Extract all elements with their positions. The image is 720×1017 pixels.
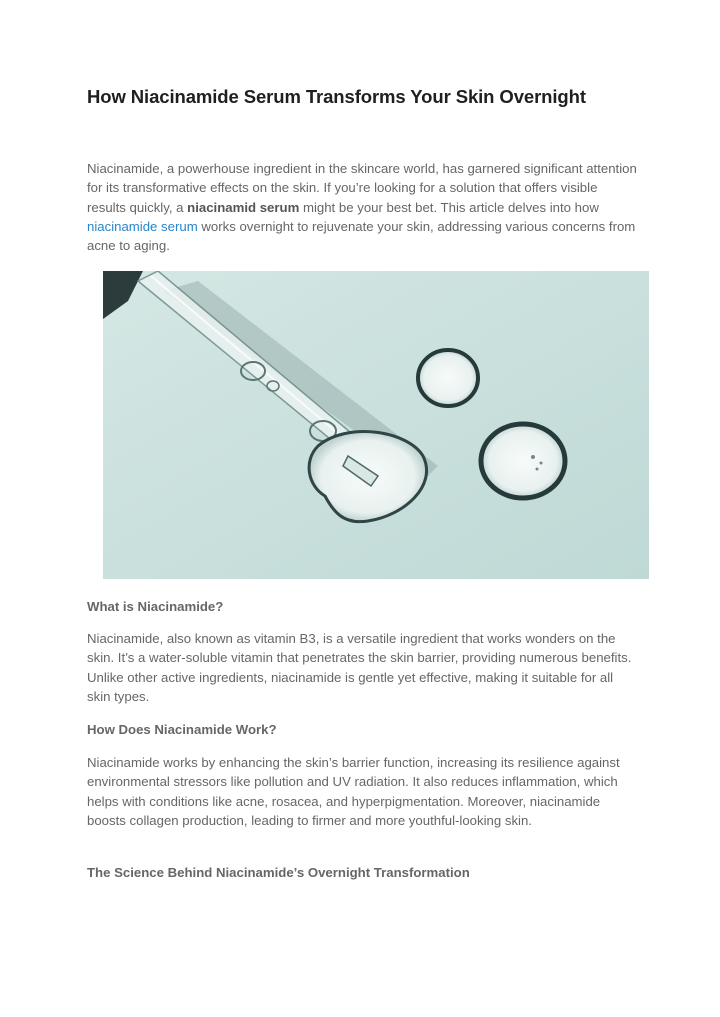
section-heading-how-works: How Does Niacinamide Work? xyxy=(87,722,277,737)
intro-text-1: Niacinamide, a powerhouse ingredient in the skincare world, has garnered significant attention for its transformative effects on the skin. If you’re looking for a solution that offers visible results quickly, a xyxy=(87,161,637,215)
section-body-how-works: Niacinamide works by enhancing the skin’s barrier function, increasing its resilience against environmental stressors like pollution and UV radiation. It also reduces inflammation, which helps with conditions like acne, rosacea, and hyperpigmentation. Moreover, niacinamide boosts collagen production, leading to firmer and more youthful-looking skin. xyxy=(87,755,620,828)
serum-dropper-photo xyxy=(103,271,649,579)
section-heading-what-is: What is Niacinamide? xyxy=(87,599,224,614)
niacinamide-serum-link[interactable]: niacinamide serum xyxy=(87,218,198,234)
section-heading-science: The Science Behind Niacinamide’s Overnight Transformation xyxy=(87,865,470,880)
page-title: How Niacinamide Serum Transforms Your Skin Overnight xyxy=(87,86,586,107)
intro-text-3: works overnight to rejuvenate your skin, addressing various concerns from acne to aging. xyxy=(87,218,636,254)
intro-paragraph xyxy=(87,159,637,255)
section-body-what-is: Niacinamide, also known as vitamin B3, is a versatile ingredient that works wonders on the skin. It’s a water-soluble vitamin that penetrates the skin barrier, providing numerous benefits. Unlike other active ingredients, niacinamide is gentle yet effective, making it suitable for all skin types. xyxy=(87,631,632,704)
intro-text-2: might be your best bet. This article delves into how xyxy=(299,199,599,215)
intro-bold-keyword: niacinamid serum xyxy=(187,199,300,215)
